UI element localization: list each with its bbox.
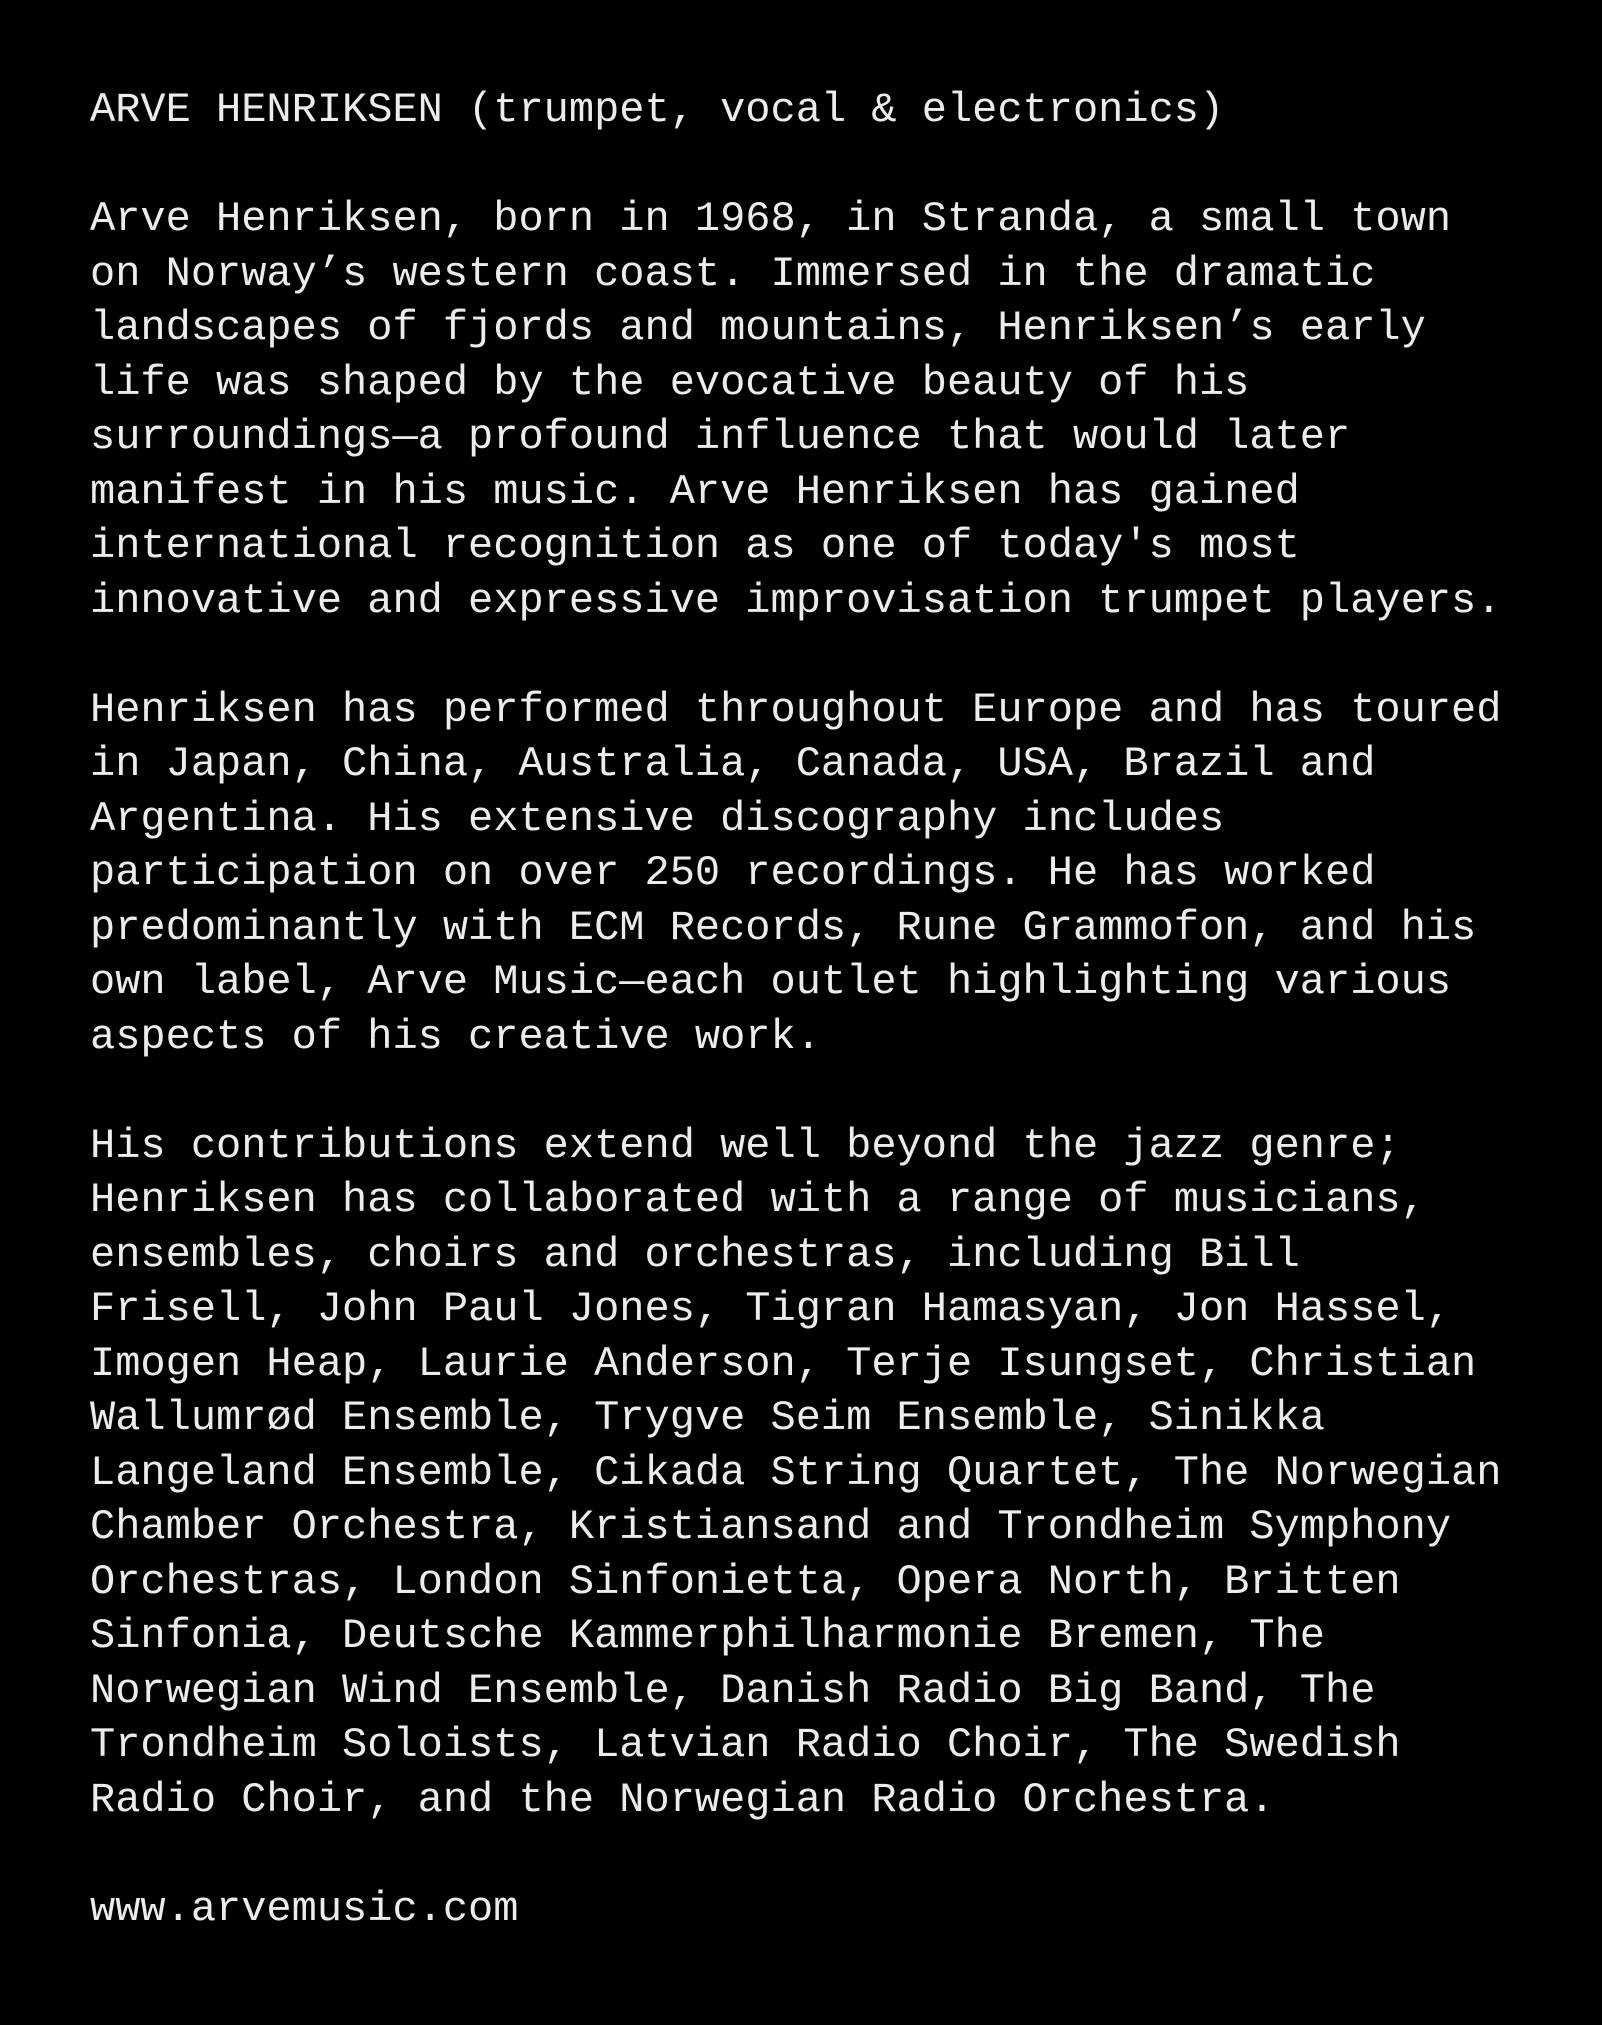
text-line: ensembles, choirs and orchestras, including Bill (90, 1230, 1300, 1279)
text-line: Sinfonia, Deutsche Kammerphilharmonie Bremen, The (90, 1612, 1326, 1660)
text-line: Wallumrød Ensemble, Trygve Seim Ensemble, Sinikka (90, 1394, 1326, 1442)
text-line: innovative and expressive improvisation trumpet players. (90, 576, 1502, 625)
text-line: Arve Henriksen, born in 1968, in Stranda, a small town (90, 195, 1452, 243)
text-line: Frisell, John Paul Jones, Tigran Hamasyan, Jon Hassel, (90, 1285, 1452, 1333)
text-line: Norwegian Wind Ensemble, Danish Radio Big Band, The (90, 1666, 1376, 1715)
text-line: His contributions extend well beyond the jazz genre; (90, 1121, 1401, 1170)
bio-paragraph (90, 683, 1602, 1065)
text-line: life was shaped by the evocative beauty of his (90, 358, 1250, 407)
text-line: manifest in his music. Arve Henriksen has gained (90, 467, 1300, 516)
text-line: on Norway’s western coast. Immersed in the dramatic (90, 249, 1376, 298)
text-line: Chamber Orchestra, Kristiansand and Trondheim Symphony (90, 1503, 1452, 1551)
page-title: ARVE HENRIKSEN (trumpet, vocal & electronics) (90, 86, 1225, 134)
text-line: landscapes of fjords and mountains, Henriksen’s early (90, 304, 1426, 352)
text-line: Henriksen has collaborated with a range of musicians, (90, 1176, 1426, 1224)
bio-paragraph (90, 1119, 1602, 1828)
text-line: participation on over 250 recordings. He has worked (90, 849, 1376, 897)
text-line: predominantly with ECM Records, Rune Grammofon, and his (90, 903, 1477, 952)
text-line: Langeland Ensemble, Cikada String Quartet, The Norwegian (90, 1448, 1502, 1497)
title-block (90, 83, 1602, 138)
text-line: own label, Arve Music—each outlet highlighting various (90, 958, 1452, 1006)
text-line: surroundings—a profound influence that would later (90, 413, 1351, 461)
text-line: Argentina. His extensive discography includes (90, 794, 1225, 843)
text-line: Henriksen has performed throughout Europe and has toured (90, 685, 1502, 734)
text-line: Orchestras, London Sinfonietta, Opera North, Britten (90, 1557, 1401, 1606)
text-line: Imogen Heap, Laurie Anderson, Terje Isungset, Christian (90, 1339, 1477, 1388)
text-line: in Japan, China, Australia, Canada, USA, Brazil and (90, 740, 1376, 788)
text-line: international recognition as one of today's most (90, 522, 1300, 570)
bio-paragraph (90, 192, 1602, 628)
text-line: Radio Choir, and the Norwegian Radio Orchestra. (90, 1775, 1275, 1824)
text-line: Trondheim Soloists, Latvian Radio Choir, The Swedish (90, 1721, 1401, 1769)
text-line: aspects of his creative work. (90, 1012, 821, 1061)
website-link[interactable]: www.arvemusic.com (90, 1884, 519, 1933)
